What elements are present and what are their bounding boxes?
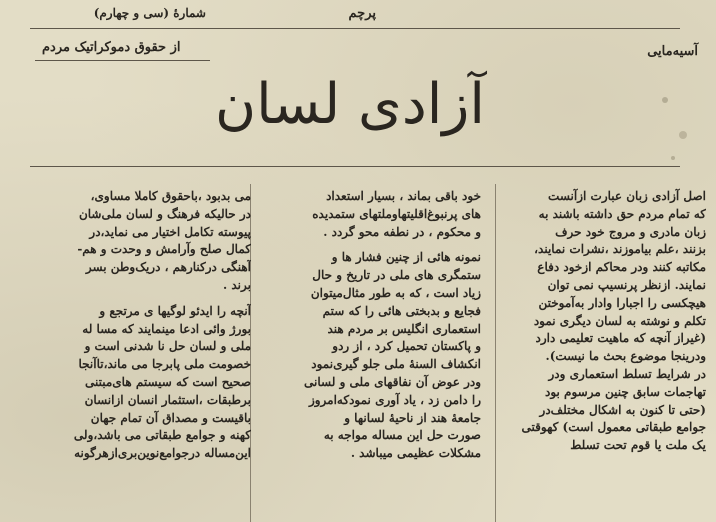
article-line: و پاکستان تحمیل کرد ، از ردو [332, 339, 481, 354]
article-line: خصومت ملی پابرجا می ماند،تاآنجا [78, 357, 251, 372]
article-line: کهنه و جوامع طبقاتی می باشد،ولی [73, 428, 251, 443]
article-line: در شرایط تسلط استعماری ودر [548, 366, 706, 381]
paper-name: پرچم [348, 6, 376, 21]
article-title: آزادی لسان [215, 72, 485, 137]
article-line: ودرینجا موضوع بحث ما نیست). [545, 349, 706, 364]
article-line: زیاد است ، که به طور مثال‌میتوان [310, 285, 481, 300]
article-line: که تمام مردم حق داشته باشند به [538, 206, 706, 221]
masthead-rule [30, 28, 680, 29]
article-line: را دامن زد ، یاد آوری نمودکه‌امروز [308, 392, 481, 407]
article-line: و محکوم ، در نطفه محو گردد . [323, 224, 481, 239]
print-smudge-icon [655, 80, 700, 170]
article-line: مکاتبه کنند ودر محاکم ازخود دفاع [537, 260, 706, 275]
article-line: آهنگی درکنارهم ، دریک‌وطن بسر [85, 260, 251, 275]
article-subtitle: از حقوق دموکراتیک مردم [42, 40, 181, 55]
article-line: این‌مساله درجوامع‌نوین‌بری‌ازهرگونه [74, 446, 251, 461]
article-line: باقیست و مصداق آن تمام جهان [90, 410, 251, 425]
article-line: اصل آزادی زبان عبارت ازآنست [548, 189, 706, 203]
article-line: ملی و لسان حل نا شدنی است و [84, 339, 251, 354]
article-line: ودر عوض آن نفاقهای ملی و لسانی [304, 374, 481, 389]
article-line: استعماری انگلیس بر مردم هند [327, 321, 481, 336]
article-line: تکلم و نوشته به لسان دیگری نمود [533, 313, 706, 328]
article-line: فجایع و بدبختی هائی را که ستم [322, 303, 481, 318]
article-line: تهاجمات سابق چنین مرسوم بود [544, 384, 706, 399]
article-line: نمونه هائی از چنین فشار ها و [331, 250, 481, 265]
article-line: برند . [223, 277, 251, 292]
article-line: (حتی تا کنون به اشکال مختلف‌در [539, 402, 706, 417]
article-line: نمایند. ازنظر پرنسیپ نمی توان [547, 277, 706, 292]
article-line: صورت حل این مساله مواجه به [323, 428, 481, 443]
issue-number: شمارهٔ (سی و چهارم) [93, 6, 206, 20]
article-line: صحیح است که سیستم های‌مبتنی [85, 374, 251, 389]
article-line: در حالیکه فرهنگ و لسان ملی‌شان [78, 206, 251, 221]
article-line: جامعهٔ هند از ناحیهٔ لسانها و [344, 410, 481, 425]
article-line: زبان مادری و مروج خود حرف [555, 224, 706, 239]
article-column-1 [501, 188, 706, 455]
title-rule [30, 166, 680, 167]
article-line: انکشاف السنهٔ ملی جلو گیری‌نمود [311, 357, 481, 372]
subtitle-rule [35, 60, 210, 61]
article-line: بورژ وائی ادعا مینمایند که مسا له [82, 321, 251, 336]
article-line: های پرنبوغ‌اقلیتهاوملتهای ستمدیده [312, 206, 481, 221]
article-column-2 [276, 188, 481, 463]
article-line: یک ملت یا قوم تحت تسلط [570, 438, 706, 453]
article-line: ستمگری های ملی در تاریخ و حال [312, 268, 481, 283]
article-line: جوامع طبقاتی معمول است) کهوقتی [521, 420, 706, 435]
article-line: پیوسته تکامل اختیار می نماید،در [89, 224, 251, 239]
article-line: برطبقات ،استثمار انسان ازانسان [84, 392, 251, 407]
masthead [30, 4, 676, 26]
column-divider [495, 184, 496, 522]
article-line: خود باقی بماند ، بسیار استعداد [326, 189, 481, 203]
article-line: مشکلات عظیمی میباشد . [350, 446, 481, 461]
article-line: آنچه را ایدئو لوگیها ی مرتجع و [99, 303, 251, 318]
article-line: هیچکسی را اجبارا وادار به‌آموختن [538, 295, 706, 310]
article-line: بزنند ،علم بیاموزند ،نشرات نمایند، [534, 242, 706, 257]
article-line: کمال صلح وآرامش و وحدت و هم- [77, 242, 251, 257]
section-label: آسیه‌مایی [647, 44, 698, 59]
article-column-3 [16, 188, 251, 463]
article-line: (غیراز آنچه که ماهیت تعلیمی دارد [535, 331, 706, 346]
article-line: می بدبود ،باحقوق کاملا مساوی، [90, 189, 251, 203]
